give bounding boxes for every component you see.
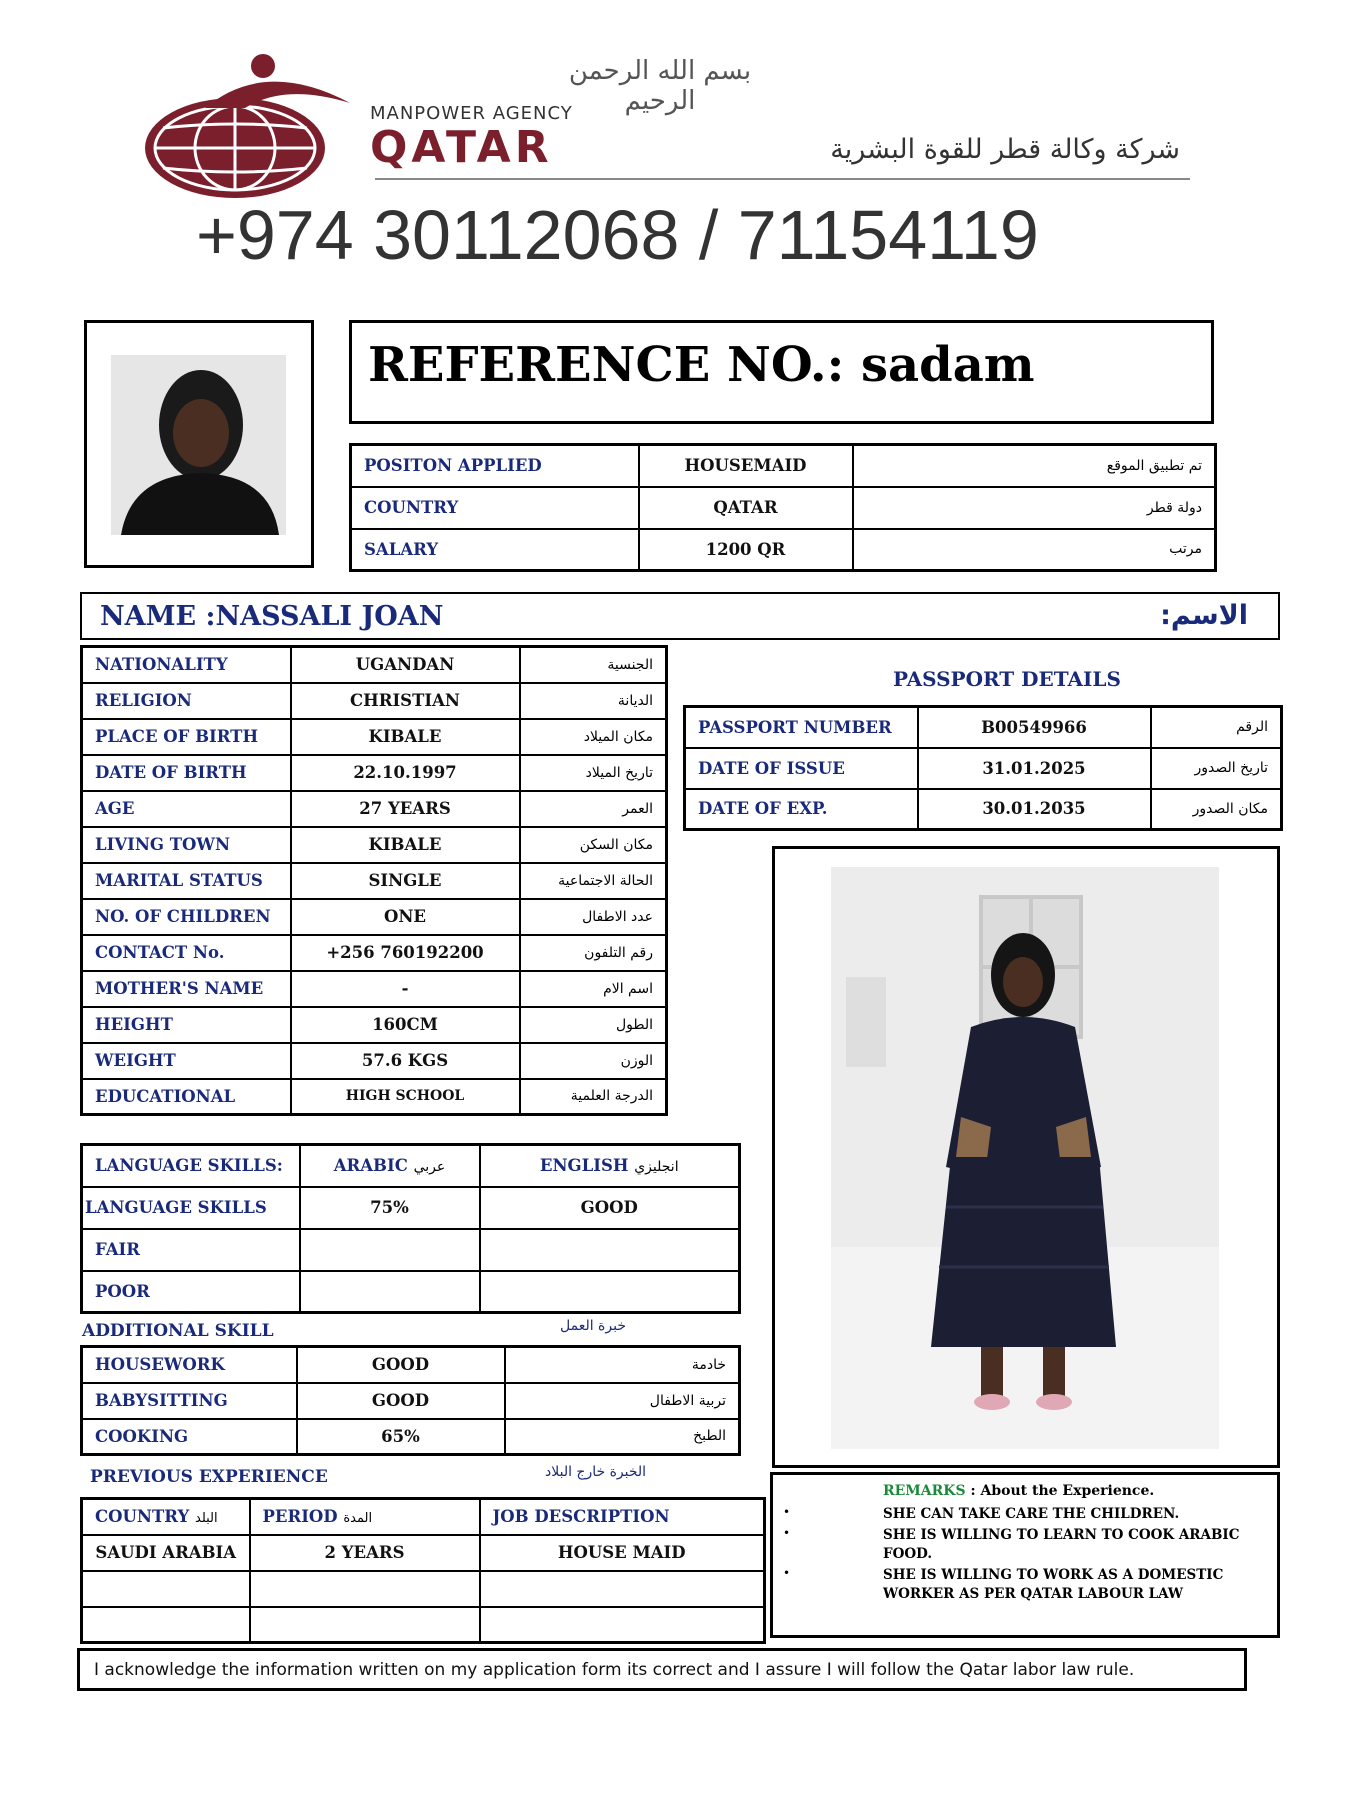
personal-label-arabic: الوزن <box>520 1043 667 1079</box>
bullet-icon: • <box>783 1526 791 1540</box>
remarks-list <box>783 1505 1273 1604</box>
personal-row <box>82 863 667 899</box>
language-row-label: LANGUAGE SKILLS <box>82 1187 300 1229</box>
arabic-label-ar: عربي <box>413 1159 446 1176</box>
job-label: SALARY <box>351 529 639 571</box>
personal-label-arabic: الحالة الاجتماعية <box>520 863 667 899</box>
personal-value: - <box>291 971 520 1007</box>
experience-job <box>480 1571 765 1607</box>
language-row-label: POOR <box>82 1271 300 1313</box>
language-arabic-value <box>300 1229 480 1271</box>
experience-row <box>82 1535 765 1571</box>
previous-experience-title-arabic: الخبرة خارج البلاد <box>545 1464 647 1480</box>
personal-value: CHRISTIAN <box>291 683 520 719</box>
personal-label: LIVING TOWN <box>82 827 291 863</box>
additional-skill-table <box>80 1345 741 1456</box>
personal-row <box>82 1079 667 1115</box>
full-body-photo <box>831 867 1219 1449</box>
remarks-heading <box>883 1483 1154 1499</box>
language-english-value <box>480 1229 740 1271</box>
skill-label-arabic: خادمة <box>505 1347 740 1383</box>
personal-row <box>82 755 667 791</box>
agency-name-arabic: شركة وكالة قطر للقوة البشرية <box>830 134 1180 165</box>
arabic-label: ARABIC <box>333 1156 408 1176</box>
skill-row <box>82 1419 740 1455</box>
job-label: COUNTRY <box>351 487 639 529</box>
personal-label: AGE <box>82 791 291 827</box>
experience-col-country <box>82 1499 250 1535</box>
language-row <box>82 1271 740 1313</box>
bullet-icon: • <box>783 1505 791 1519</box>
language-english-value <box>480 1271 740 1313</box>
remarks-box <box>770 1472 1280 1638</box>
personal-row <box>82 935 667 971</box>
bullet-icon: • <box>783 1566 791 1580</box>
personal-label-arabic: رقم التلفون <box>520 935 667 971</box>
remarks-item <box>783 1526 1273 1564</box>
agency-name-top: MANPOWER AGENCY <box>370 103 573 124</box>
personal-value: 57.6 KGS <box>291 1043 520 1079</box>
language-header-row <box>82 1145 740 1187</box>
experience-header-row <box>82 1499 765 1535</box>
skill-row <box>82 1347 740 1383</box>
skill-label-arabic: تربية الاطفال <box>505 1383 740 1419</box>
job-value: HOUSEMAID <box>639 445 853 487</box>
personal-row <box>82 899 667 935</box>
experience-row <box>82 1571 765 1607</box>
experience-col-job: JOB DESCRIPTION <box>480 1499 765 1535</box>
passport-label: DATE OF EXP. <box>685 789 918 830</box>
applicant-name-arabic: الاسم: <box>1160 600 1248 631</box>
job-label-arabic: مرتب <box>853 529 1216 571</box>
acknowledgement-box <box>77 1648 1247 1691</box>
header-rule <box>375 178 1190 180</box>
job-row <box>351 487 1216 529</box>
personal-label: EDUCATIONAL <box>82 1079 291 1115</box>
experience-table <box>80 1497 766 1644</box>
passport-label: PASSPORT NUMBER <box>685 707 918 748</box>
language-table <box>80 1143 741 1314</box>
personal-value: 160CM <box>291 1007 520 1043</box>
personal-label: CONTACT No. <box>82 935 291 971</box>
job-value: QATAR <box>639 487 853 529</box>
experience-country <box>82 1571 250 1607</box>
profile-photo <box>111 355 286 535</box>
personal-value: 27 YEARS <box>291 791 520 827</box>
passport-table <box>683 705 1283 831</box>
language-row <box>82 1187 740 1229</box>
personal-label-arabic: مكان الميلاد <box>520 719 667 755</box>
personal-value: UGANDAN <box>291 647 520 683</box>
passport-label-arabic: تاريخ الصدور <box>1151 748 1282 789</box>
previous-experience-title: PREVIOUS EXPERIENCE <box>90 1467 328 1487</box>
personal-label-arabic: الطول <box>520 1007 667 1043</box>
passport-label: DATE OF ISSUE <box>685 748 918 789</box>
profile-photo-frame <box>84 320 314 568</box>
remarks-label: REMARKS <box>883 1483 966 1499</box>
job-row <box>351 445 1216 487</box>
additional-skill-title: ADDITIONAL SKILL <box>82 1321 274 1341</box>
language-row <box>82 1229 740 1271</box>
language-col-arabic <box>300 1145 480 1187</box>
experience-period: 2 YEARS <box>250 1535 480 1571</box>
agency-name-main: QATAR <box>370 122 553 173</box>
agency-logo <box>135 48 360 198</box>
experience-period <box>250 1607 480 1643</box>
language-english-value: GOOD <box>480 1187 740 1229</box>
personal-value: SINGLE <box>291 863 520 899</box>
personal-label-arabic: الجنسية <box>520 647 667 683</box>
passport-value: 31.01.2025 <box>918 748 1151 789</box>
language-row-label: FAIR <box>82 1229 300 1271</box>
personal-label: WEIGHT <box>82 1043 291 1079</box>
personal-value: KIBALE <box>291 719 520 755</box>
experience-country: SAUDI ARABIA <box>82 1535 250 1571</box>
personal-label-arabic: العمر <box>520 791 667 827</box>
skill-row <box>82 1383 740 1419</box>
language-col-english <box>480 1145 740 1187</box>
skill-label: COOKING <box>82 1419 297 1455</box>
job-value: 1200 QR <box>639 529 853 571</box>
personal-row <box>82 719 667 755</box>
period-col-label: PERIOD <box>262 1507 338 1527</box>
personal-row <box>82 971 667 1007</box>
personal-row <box>82 1043 667 1079</box>
skill-label: HOUSEWORK <box>82 1347 297 1383</box>
remarks-item <box>783 1505 1273 1524</box>
personal-row <box>82 827 667 863</box>
personal-label-arabic: اسم الام <box>520 971 667 1007</box>
experience-job: HOUSE MAID <box>480 1535 765 1571</box>
personal-label-arabic: تاريخ الميلاد <box>520 755 667 791</box>
experience-col-period <box>250 1499 480 1535</box>
personal-label-arabic: الدرجة العلمية <box>520 1079 667 1115</box>
country-col-label: COUNTRY <box>95 1507 190 1527</box>
remarks-subtitle: : About the Experience. <box>965 1483 1155 1499</box>
passport-value: 30.01.2035 <box>918 789 1151 830</box>
personal-label-arabic: الديانة <box>520 683 667 719</box>
reference-number: REFERENCE NO.: sadam <box>368 337 1035 393</box>
skill-value: 65% <box>297 1419 505 1455</box>
remarks-item <box>783 1566 1273 1604</box>
personal-value: 22.10.1997 <box>291 755 520 791</box>
personal-label: MOTHER'S NAME <box>82 971 291 1007</box>
job-label: POSITON APPLIED <box>351 445 639 487</box>
skill-value: GOOD <box>297 1383 505 1419</box>
job-row <box>351 529 1216 571</box>
personal-value: ONE <box>291 899 520 935</box>
personal-row <box>82 647 667 683</box>
english-label: ENGLISH <box>539 1156 629 1176</box>
country-col-label-ar: البلد <box>195 1511 218 1527</box>
skill-value: GOOD <box>297 1347 505 1383</box>
personal-row <box>82 1007 667 1043</box>
passport-value: B00549966 <box>918 707 1151 748</box>
additional-skill-title-arabic: خبرة العمل <box>560 1318 626 1334</box>
experience-row <box>82 1607 765 1643</box>
personal-label: PLACE OF BIRTH <box>82 719 291 755</box>
language-arabic-value: 75% <box>300 1187 480 1229</box>
acknowledgement-text: I acknowledge the information written on my application form its correct and I assure I will follow the Qatar labor law rule. <box>94 1660 1135 1680</box>
personal-label: DATE OF BIRTH <box>82 755 291 791</box>
remarks-item-text: SHE IS WILLING TO WORK AS A DOMESTIC WORKER AS PER QATAR LABOUR LAW <box>883 1567 1224 1602</box>
personal-value: KIBALE <box>291 827 520 863</box>
skill-label: BABYSITTING <box>82 1383 297 1419</box>
basmala: بسم الله الرحمن الرحيم <box>568 56 752 116</box>
personal-label: NATIONALITY <box>82 647 291 683</box>
agency-phone: +974 30112068 / 71154119 <box>196 196 1039 274</box>
language-arabic-value <box>300 1271 480 1313</box>
skill-label-arabic: الطبخ <box>505 1419 740 1455</box>
english-label-ar: انجليزي <box>634 1159 679 1176</box>
full-body-photo-frame <box>772 846 1280 1468</box>
passport-row <box>685 748 1282 789</box>
passport-label-arabic: مكان الصدور <box>1151 789 1282 830</box>
personal-label: NO. OF CHILDREN <box>82 899 291 935</box>
passport-label-arabic: الرقم <box>1151 707 1282 748</box>
passport-row <box>685 789 1282 830</box>
reference-box <box>349 320 1214 424</box>
personal-details-table <box>80 645 668 1116</box>
experience-job <box>480 1607 765 1643</box>
period-col-label-ar: المدة <box>343 1511 373 1527</box>
personal-label: MARITAL STATUS <box>82 863 291 899</box>
personal-label: RELIGION <box>82 683 291 719</box>
passport-row <box>685 707 1282 748</box>
personal-label-arabic: عدد الاطفال <box>520 899 667 935</box>
personal-row <box>82 683 667 719</box>
personal-label-arabic: مكان السكن <box>520 827 667 863</box>
job-label-arabic: دولة قطر <box>853 487 1216 529</box>
personal-value: +256 760192200 <box>291 935 520 971</box>
job-table <box>349 443 1217 572</box>
remarks-item-text: SHE IS WILLING TO LEARN TO COOK ARABIC FOOD. <box>883 1527 1240 1562</box>
applicant-name: NAME :NASSALI JOAN <box>100 601 444 632</box>
job-label-arabic: تم تطبيق الموقع <box>853 445 1216 487</box>
name-bar <box>80 592 1280 640</box>
personal-label: HEIGHT <box>82 1007 291 1043</box>
personal-row <box>82 791 667 827</box>
passport-title: PASSPORT DETAILS <box>893 667 1121 691</box>
remarks-item-text: SHE CAN TAKE CARE THE CHILDREN. <box>883 1506 1180 1522</box>
experience-period <box>250 1571 480 1607</box>
experience-country <box>82 1607 250 1643</box>
language-header-label: LANGUAGE SKILLS: <box>82 1145 300 1187</box>
personal-value: HIGH SCHOOL <box>291 1079 520 1115</box>
